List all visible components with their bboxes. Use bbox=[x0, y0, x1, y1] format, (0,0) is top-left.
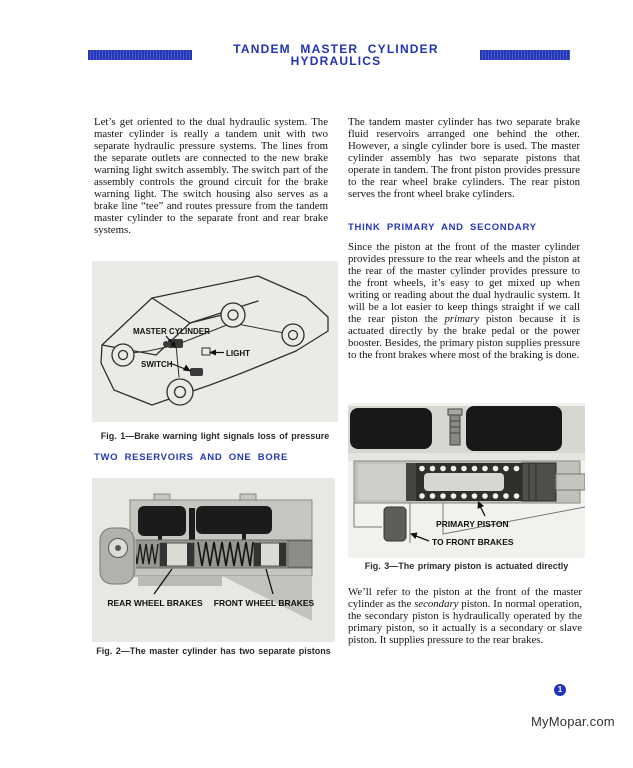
fig3-caption: Fig. 3—The primary piston is actuated directly bbox=[364, 561, 569, 571]
right-paragraph-3-before: We’ll refer to the piston at the front of the master cylinder as the bbox=[348, 586, 582, 610]
fig2-master-cylinder-cutaway bbox=[92, 478, 335, 642]
header-rule-left bbox=[88, 50, 192, 60]
page-title: TANDEM MASTER CYLINDER HYDRAULICS bbox=[233, 42, 439, 68]
section-heading-think-primary: THINK PRIMARY AND SECONDARY bbox=[348, 222, 537, 233]
page-number-badge: 1 bbox=[554, 684, 566, 696]
fig3-label-primary-piston: PRIMARY PISTON bbox=[436, 519, 509, 529]
right-paragraph-1: The tandem master cylinder has two separate brake fluid reservoirs arranged one behind the other. However, a single cylinder bore is used. The master cylinder assembly has two separate pistons that operate in tandem. The front piston provides pressure to the rear wheel brake cylinders. The rear piston serves the front wheel brake cylinders. bbox=[348, 116, 580, 200]
page-header bbox=[88, 42, 570, 68]
watermark-text: MyMopar.com bbox=[531, 714, 615, 729]
fig2-caption: Fig. 2—The master cylinder has two separate pistons bbox=[96, 646, 331, 656]
fig2-label-front-wheel-brakes: FRONT WHEEL BRAKES bbox=[213, 598, 315, 608]
right-paragraph-3-after: piston. In normal operation, the secondary piston is hydraulically operated by the primary piston, so it actually is a secondary or slave piston. It supplies pressure to the rear brakes. bbox=[348, 598, 582, 646]
primary-piston-part bbox=[522, 463, 556, 501]
switch-part bbox=[190, 368, 203, 376]
fig3-primary-piston-cutaway bbox=[348, 403, 585, 558]
fig3-label-to-front-brakes: TO FRONT BRAKES bbox=[432, 537, 514, 547]
figure-2 bbox=[92, 478, 335, 642]
right-paragraph-3-italic: secondary bbox=[414, 598, 459, 610]
fig1-label-light: LIGHT bbox=[226, 349, 250, 358]
fig2-label-rear-wheel-brakes: REAR WHEEL BRAKES bbox=[107, 598, 203, 608]
figure-3 bbox=[348, 403, 585, 558]
section-heading-two-reservoirs: TWO RESERVOIRS AND ONE BORE bbox=[94, 452, 289, 463]
fig1-car-illustration bbox=[92, 261, 338, 422]
fig1-caption: Fig. 1—Brake warning light signals loss of pressure bbox=[100, 431, 330, 441]
right-paragraph-2-before: Since the piston at the front of the master cylinder provides pressure to the rear wheels and the piston at the rear of the master cylinder provides pressure to the front wheels, it’s easy to get mixed up when writing or reading about the dual hydraulic system. It will be a lot easier to keep things straight if we call the rear piston the bbox=[348, 241, 580, 325]
right-paragraph-3 bbox=[348, 586, 582, 646]
pushrod-part bbox=[556, 474, 585, 490]
right-paragraph-2-italic: primary bbox=[444, 313, 480, 325]
right-paragraph-2 bbox=[348, 241, 580, 361]
fig1-label-master-cylinder: MASTER CYLINDER bbox=[133, 327, 210, 336]
figure-1 bbox=[92, 261, 338, 422]
left-paragraph-1: Let’s get oriented to the dual hydraulic system. The master cylinder is really a tandem unit with two separate hydraulic pressure systems. The lines from the separate outlets are connected to the new brake warning light switch assembly. The switch part of the assembly controls the ground circuit for the brake warning light. The switch housing also serves as a brake line “tee” and routes pressure from the tandem master cylinder to the separate front and rear brake systems. bbox=[94, 116, 328, 236]
front-brake-outlet-part bbox=[384, 507, 406, 541]
front-reservoir bbox=[196, 506, 272, 534]
fig1-label-switch: SWITCH bbox=[141, 360, 173, 369]
rear-reservoir bbox=[138, 506, 186, 536]
right-paragraph-2-after: piston because it is actuated directly by the brake pedal or the power booster. Besides, the primary piston supplies pressure to the front brakes where most of the braking is done. bbox=[348, 313, 580, 361]
header-rule-right bbox=[480, 50, 570, 60]
